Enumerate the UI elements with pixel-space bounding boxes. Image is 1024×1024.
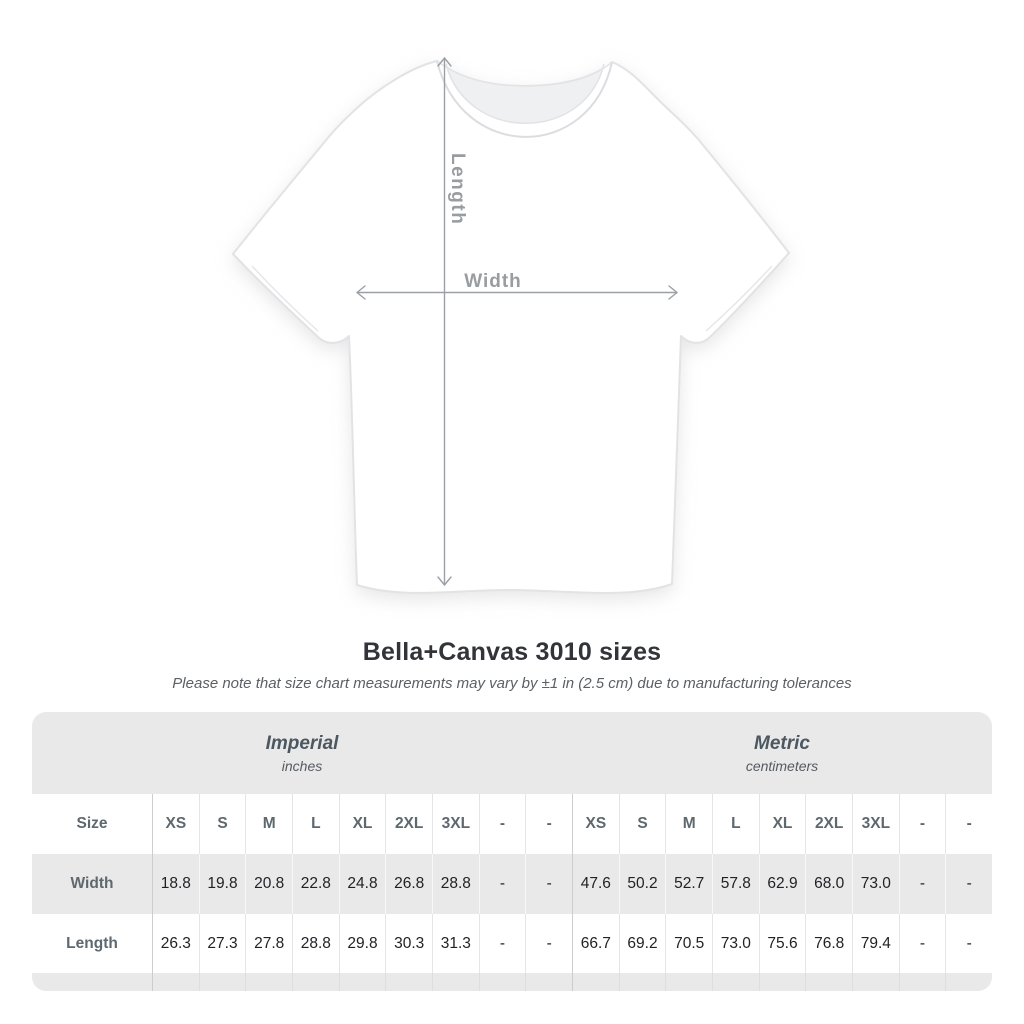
width-row <box>32 854 992 914</box>
size-header-cell: - <box>899 794 946 854</box>
length-value-cell: 27.8 <box>245 914 292 973</box>
measurement-row-label: Width <box>70 875 114 892</box>
width-value-cell: 28.8 <box>432 854 479 914</box>
length-value-cell: 66.7 <box>572 914 619 973</box>
metric-group-header <box>572 733 992 774</box>
size-corner-header: Size <box>76 815 108 832</box>
length-value-cell: 28.8 <box>292 914 339 973</box>
footer-cell <box>852 973 899 991</box>
size-header-cell: L <box>292 794 339 854</box>
length-value-cell: 26.3 <box>152 914 199 973</box>
footer-cell <box>292 973 339 991</box>
metric-unit: centimeters <box>745 757 819 774</box>
size-header-cell: M <box>665 794 712 854</box>
size-header-row <box>32 794 992 854</box>
imperial-unit: inches <box>281 757 323 774</box>
length-value-cell: - <box>899 914 946 973</box>
metric-label: Metric <box>754 732 810 754</box>
length-row <box>32 914 992 973</box>
footer-cell <box>245 973 292 991</box>
tolerance-note: Please note that size chart measurements may vary by ±1 in (2.5 cm) due to manufacturing tolerances <box>172 675 852 692</box>
width-value-cell: - <box>945 854 992 914</box>
footer-cell <box>619 973 666 991</box>
width-value-cell: 47.6 <box>572 854 619 914</box>
length-value-cell: 30.3 <box>385 914 432 973</box>
footer-cell <box>525 973 572 991</box>
width-value-cell: 52.7 <box>665 854 712 914</box>
length-value-cell: 75.6 <box>759 914 806 973</box>
size-chart-table <box>32 712 992 991</box>
length-value-cell: 76.8 <box>805 914 852 973</box>
length-value-cell: - <box>525 914 572 973</box>
tshirt-illustration <box>233 61 789 593</box>
footer-cell <box>32 973 152 991</box>
length-label: Length <box>447 153 468 226</box>
chart-heading <box>0 638 1024 692</box>
size-header-cell: 2XL <box>385 794 432 854</box>
width-value-cell: 19.8 <box>199 854 246 914</box>
size-header-cell: XS <box>152 794 199 854</box>
size-header-cell: S <box>199 794 246 854</box>
size-header-cell: - <box>945 794 992 854</box>
table-footer-band <box>32 973 992 991</box>
width-value-cell: 62.9 <box>759 854 806 914</box>
width-value-cell: - <box>479 854 526 914</box>
length-value-cell: - <box>945 914 992 973</box>
width-value-cell: 26.8 <box>385 854 432 914</box>
size-header-cell: 2XL <box>805 794 852 854</box>
length-value-cell: 70.5 <box>665 914 712 973</box>
width-value-cell: 22.8 <box>292 854 339 914</box>
width-value-cell: 73.0 <box>852 854 899 914</box>
footer-cell <box>712 973 759 991</box>
length-value-cell: 79.4 <box>852 914 899 973</box>
length-value-cell: 29.8 <box>339 914 386 973</box>
footer-cell <box>152 973 199 991</box>
unit-group-header <box>32 712 992 794</box>
footer-cell <box>479 973 526 991</box>
width-value-cell: 20.8 <box>245 854 292 914</box>
footer-cell <box>759 973 806 991</box>
footer-cell <box>572 973 619 991</box>
length-value-cell: 31.3 <box>432 914 479 973</box>
width-value-cell: 24.8 <box>339 854 386 914</box>
width-value-cell: 18.8 <box>152 854 199 914</box>
size-header-cell: XS <box>572 794 619 854</box>
width-value-cell: 57.8 <box>712 854 759 914</box>
footer-cell <box>199 973 246 991</box>
length-value-cell: 27.3 <box>199 914 246 973</box>
size-header-cell: - <box>479 794 526 854</box>
footer-cell <box>385 973 432 991</box>
imperial-label: Imperial <box>265 732 339 754</box>
size-header-cell: XL <box>339 794 386 854</box>
imperial-group-header <box>32 733 572 774</box>
size-header-cell: S <box>619 794 666 854</box>
size-header-cell: 3XL <box>432 794 479 854</box>
size-header-cell: M <box>245 794 292 854</box>
footer-cell <box>805 973 852 991</box>
width-value-cell: - <box>525 854 572 914</box>
length-value-cell: 73.0 <box>712 914 759 973</box>
footer-cell <box>899 973 946 991</box>
size-header-cell: - <box>525 794 572 854</box>
length-value-cell: 69.2 <box>619 914 666 973</box>
size-header-cell: L <box>712 794 759 854</box>
size-header-cell: 3XL <box>852 794 899 854</box>
footer-cell <box>945 973 992 991</box>
length-value-cell: - <box>479 914 526 973</box>
footer-cell <box>665 973 712 991</box>
footer-cell <box>432 973 479 991</box>
page-title: Bella+Canvas 3010 sizes <box>362 638 662 666</box>
width-label: Width <box>464 271 522 292</box>
width-value-cell: - <box>899 854 946 914</box>
tshirt-body <box>233 61 789 593</box>
width-value-cell: 50.2 <box>619 854 666 914</box>
measurement-row-label: Length <box>66 934 118 952</box>
footer-cell <box>339 973 386 991</box>
width-value-cell: 68.0 <box>805 854 852 914</box>
size-header-cell: XL <box>759 794 806 854</box>
